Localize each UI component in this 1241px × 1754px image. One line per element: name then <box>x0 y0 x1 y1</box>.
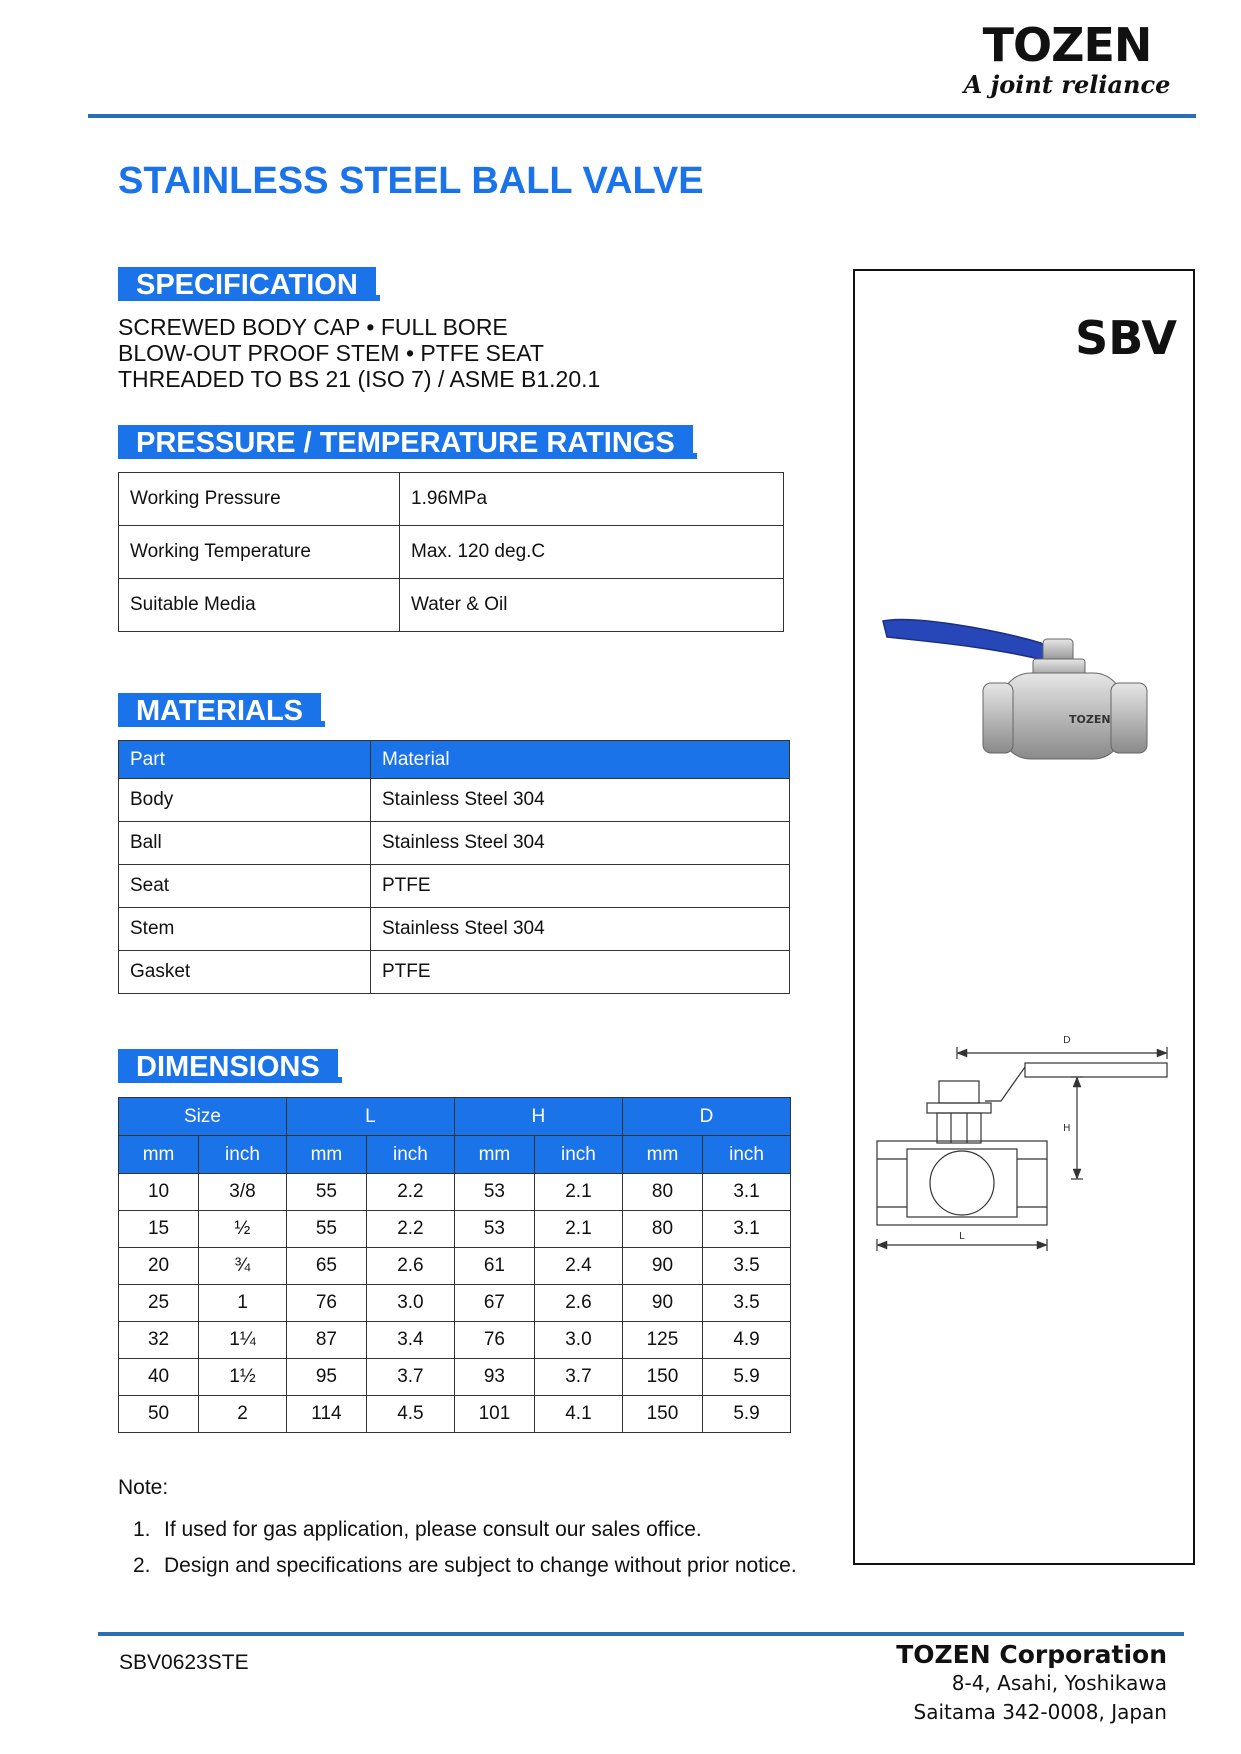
part-cell: Gasket <box>119 951 371 994</box>
dimension-cell: 101 <box>454 1396 534 1433</box>
drawing-label-d: D <box>1063 1035 1071 1046</box>
table-row <box>119 865 790 908</box>
unit-header: inch <box>535 1136 623 1174</box>
table-row <box>119 1248 791 1285</box>
dimension-cell: 61 <box>454 1248 534 1285</box>
unit-header: mm <box>454 1136 534 1174</box>
dimension-cell: 3.1 <box>703 1211 791 1248</box>
dimension-cell: 150 <box>622 1359 702 1396</box>
address-line: Saitama 342-0008, Japan <box>913 1700 1167 1724</box>
dimension-cell: 40 <box>119 1359 199 1396</box>
table-row <box>119 1359 791 1396</box>
dimension-cell: 90 <box>622 1285 702 1322</box>
dimension-cell: 5.9 <box>703 1396 791 1433</box>
note-list <box>133 1512 797 1584</box>
dimension-cell: 2.2 <box>366 1174 454 1211</box>
dimension-cell: 50 <box>119 1396 199 1433</box>
dimension-cell: 93 <box>454 1359 534 1396</box>
material-cell: PTFE <box>371 951 790 994</box>
dimension-cell: 3.5 <box>703 1285 791 1322</box>
dimension-cell: 1½ <box>199 1359 287 1396</box>
column-header: Part <box>119 741 371 779</box>
material-cell: PTFE <box>371 865 790 908</box>
dimension-cell: 114 <box>286 1396 366 1433</box>
photo-brand-mark: TOZEN <box>1069 713 1111 726</box>
material-cell: Stainless Steel 304 <box>371 908 790 951</box>
group-header: Size <box>119 1098 287 1136</box>
dimension-cell: 53 <box>454 1174 534 1211</box>
pressure-temperature-table <box>118 472 784 632</box>
group-header: D <box>622 1098 790 1136</box>
company-block <box>896 1640 1167 1727</box>
dimension-cell: 25 <box>119 1285 199 1322</box>
ball-valve-photo <box>873 611 1183 831</box>
table-row <box>119 779 790 822</box>
table-row <box>119 908 790 951</box>
dimension-cell: 3.1 <box>703 1174 791 1211</box>
tozen-logo <box>957 18 1177 99</box>
unit-header: inch <box>199 1136 287 1174</box>
unit-header: mm <box>286 1136 366 1174</box>
unit-header: mm <box>622 1136 702 1174</box>
note-item: 1. If used for gas application, please consult our sales office. <box>133 1518 702 1541</box>
dimension-cell: 80 <box>622 1174 702 1211</box>
rating-value: 1.96MPa <box>400 473 784 526</box>
dimension-cell: 15 <box>119 1211 199 1248</box>
dimension-cell: ¾ <box>199 1248 287 1285</box>
dimension-cell: 125 <box>622 1322 702 1359</box>
part-cell: Body <box>119 779 371 822</box>
note-text: Design and specifications are subject to change without prior notice. <box>164 1554 797 1577</box>
specification-heading: SPECIFICATION <box>118 267 376 301</box>
dimension-cell: 2.4 <box>535 1248 623 1285</box>
product-side-panel <box>853 269 1195 1565</box>
footer-divider <box>98 1632 1184 1636</box>
unit-header: inch <box>366 1136 454 1174</box>
header-divider <box>88 114 1196 118</box>
part-cell: Stem <box>119 908 371 951</box>
table-group-row <box>119 1098 791 1136</box>
dimension-cell: 2.1 <box>535 1174 623 1211</box>
dimensions-heading: DIMENSIONS <box>118 1049 338 1083</box>
dimension-cell: 1¼ <box>199 1322 287 1359</box>
table-row <box>119 951 790 994</box>
table-row <box>119 1322 791 1359</box>
company-name: TOZEN Corporation <box>896 1640 1167 1669</box>
drawing-label-l: L <box>959 1231 965 1242</box>
logo-tagline: A joint reliance <box>963 70 1171 99</box>
dimensions-table <box>118 1097 791 1433</box>
dimension-cell: 2.2 <box>366 1211 454 1248</box>
model-code: SBV <box>1075 311 1177 365</box>
dimension-cell: 90 <box>622 1248 702 1285</box>
table-unit-row <box>119 1136 791 1174</box>
dimension-cell: 32 <box>119 1322 199 1359</box>
unit-header: mm <box>119 1136 199 1174</box>
document-code: SBV0623STE <box>119 1651 249 1674</box>
materials-heading: MATERIALS <box>118 693 321 727</box>
table-row <box>119 1211 791 1248</box>
valve-dimension-drawing <box>867 1031 1187 1331</box>
dimension-cell: 55 <box>286 1174 366 1211</box>
part-cell: Ball <box>119 822 371 865</box>
dimension-cell: 3.7 <box>535 1359 623 1396</box>
column-header: Material <box>371 741 790 779</box>
spec-line: BLOW-OUT PROOF STEM • PTFE SEAT <box>118 340 544 366</box>
page-title: STAINLESS STEEL BALL VALVE <box>118 160 704 202</box>
note-item: 2. Design and specifications are subject to change without prior notice. <box>133 1554 797 1577</box>
table-row <box>119 1396 791 1433</box>
rating-label: Suitable Media <box>119 579 400 632</box>
dimension-cell: 3.4 <box>366 1322 454 1359</box>
dimension-cell: 10 <box>119 1174 199 1211</box>
unit-header: inch <box>703 1136 791 1174</box>
dimension-cell: 4.9 <box>703 1322 791 1359</box>
drawing-label-h: H <box>1063 1123 1071 1134</box>
dimension-cell: 20 <box>119 1248 199 1285</box>
rating-value: Max. 120 deg.C <box>400 526 784 579</box>
dimension-cell: 95 <box>286 1359 366 1396</box>
pressure-temperature-heading: PRESSURE / TEMPERATURE RATINGS <box>118 425 693 459</box>
material-cell: Stainless Steel 304 <box>371 822 790 865</box>
dimension-cell: 150 <box>622 1396 702 1433</box>
table-row <box>119 579 784 632</box>
table-header-row <box>119 741 790 779</box>
dimension-cell: 80 <box>622 1211 702 1248</box>
dimension-cell: 3.0 <box>535 1322 623 1359</box>
dimension-cell: 4.5 <box>366 1396 454 1433</box>
dimension-cell: 53 <box>454 1211 534 1248</box>
note-text: If used for gas application, please consult our sales office. <box>164 1518 702 1541</box>
dimension-cell: 2.1 <box>535 1211 623 1248</box>
dimensions-body <box>119 1174 791 1433</box>
table-row <box>119 1174 791 1211</box>
dimension-cell: 76 <box>454 1322 534 1359</box>
dimension-cell: 76 <box>286 1285 366 1322</box>
material-cell: Stainless Steel 304 <box>371 779 790 822</box>
table-row <box>119 473 784 526</box>
rating-label: Working Temperature <box>119 526 400 579</box>
materials-table <box>118 740 790 994</box>
dimension-cell: 3.5 <box>703 1248 791 1285</box>
table-row <box>119 822 790 865</box>
table-row <box>119 1285 791 1322</box>
rating-label: Working Pressure <box>119 473 400 526</box>
spec-line: SCREWED BODY CAP • FULL BORE <box>118 314 508 340</box>
table-row <box>119 526 784 579</box>
dimension-cell: 55 <box>286 1211 366 1248</box>
part-cell: Seat <box>119 865 371 908</box>
rating-value: Water & Oil <box>400 579 784 632</box>
group-header: H <box>454 1098 622 1136</box>
dimension-cell: 1 <box>199 1285 287 1322</box>
dimension-cell: 2.6 <box>535 1285 623 1322</box>
dimension-cell: 2 <box>199 1396 287 1433</box>
address-line: 8-4, Asahi, Yoshikawa <box>951 1671 1167 1695</box>
spec-line: THREADED TO BS 21 (ISO 7) / ASME B1.20.1 <box>118 366 601 392</box>
specification-list <box>118 314 600 392</box>
dimension-cell: 3/8 <box>199 1174 287 1211</box>
dimension-cell: 67 <box>454 1285 534 1322</box>
dimension-cell: 2.6 <box>366 1248 454 1285</box>
dimension-cell: 3.0 <box>366 1285 454 1322</box>
note-label: Note: <box>118 1476 169 1499</box>
dimension-cell: 3.7 <box>366 1359 454 1396</box>
dimension-cell: 5.9 <box>703 1359 791 1396</box>
group-header: L <box>286 1098 454 1136</box>
dimension-cell: ½ <box>199 1211 287 1248</box>
dimension-cell: 87 <box>286 1322 366 1359</box>
dimension-cell: 4.1 <box>535 1396 623 1433</box>
logo-word: TOZEN <box>982 18 1152 72</box>
dimension-cell: 65 <box>286 1248 366 1285</box>
